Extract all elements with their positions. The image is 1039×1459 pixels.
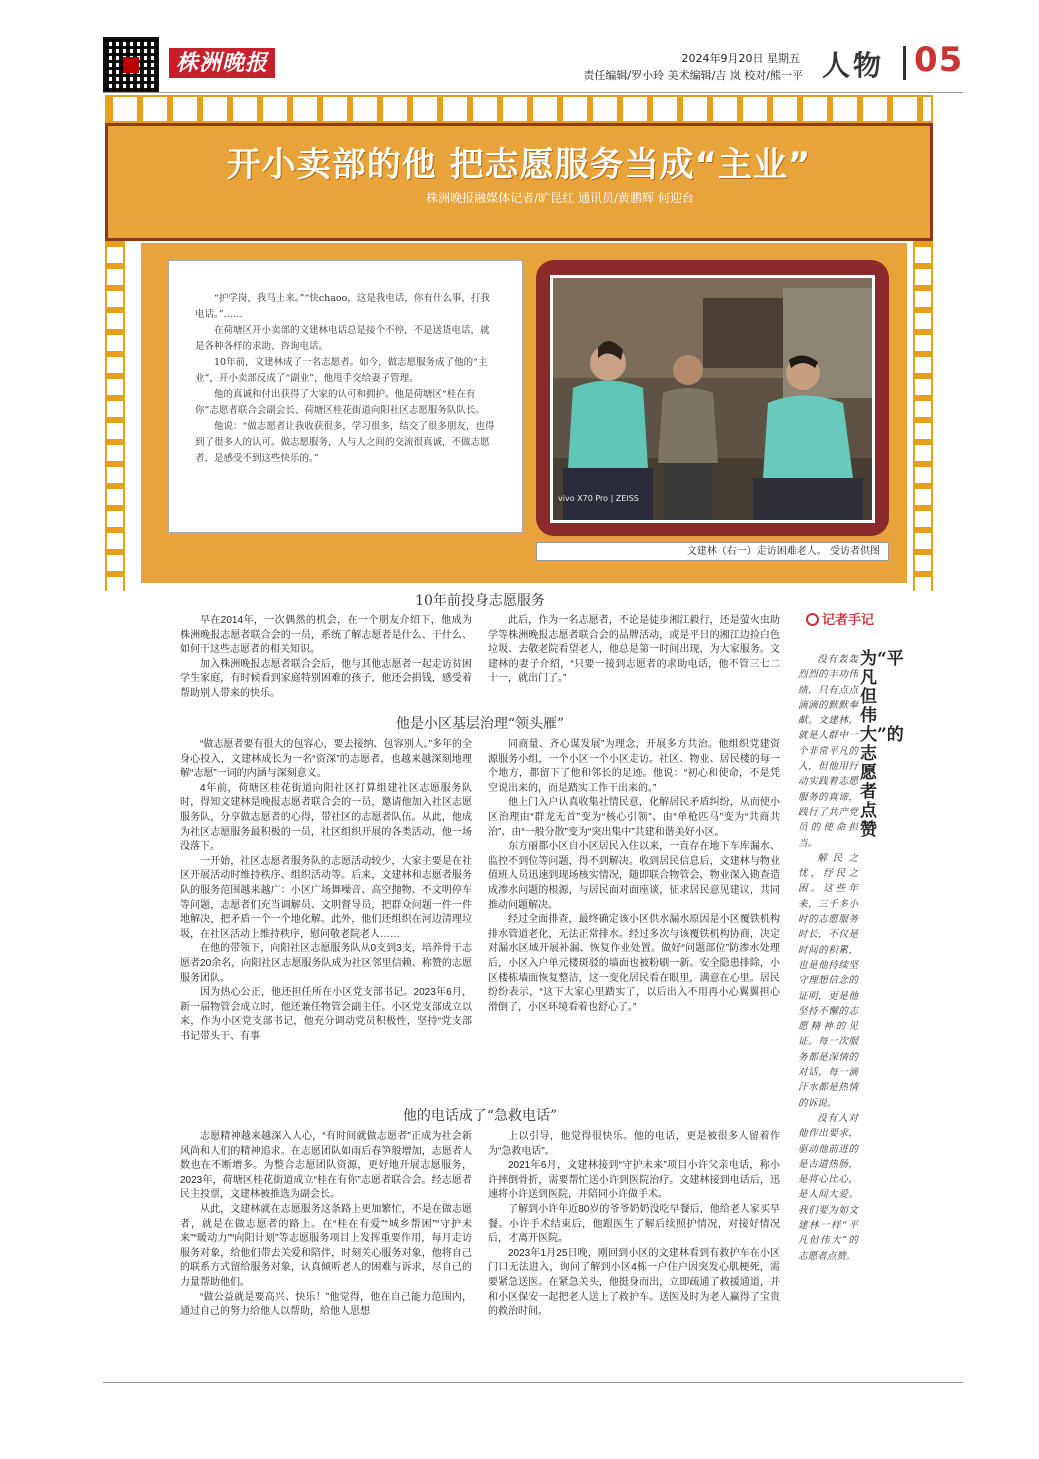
section2-col1 bbox=[180, 738, 472, 1044]
notes-label-text: 记者手记 bbox=[822, 613, 875, 628]
intro-paragraph: 他说：“做志愿者让我收获很多，学习很多，结交了很多朋友，也得到了很多人的认可。做志愿服务，人与人之间的交流很真诚，不做志愿者，是感受不到这些快乐的。” bbox=[195, 421, 495, 464]
paragraph: 同商量、齐心谋发展”为理念，开展多方共治。他组织党建资源服务小组，一个小区一个小区走访。社区、物业、居民楼的每一个地方，都留下了他和邻长的足迹。他说：“初心和使命，不是凭空说出来的，而是踏实工作干出来的。” bbox=[488, 739, 780, 794]
paragraph: 一开始，社区志愿者服务队的志愿活动较少，大家主要是在社区开展活动时维持秩序、组织活动等。后来，文建林和志愿者服务队的服务范围越来越广：小区广场舞噪音、高空抛物、不文明停车等问题，志愿者们充当调解员、文明督导员，把群众问题一件一件地解决，把矛盾一个一个地化解。此外，他们还组织在河边清理垃圾，在社区活动上维持秩序，慰问敬老院老人…… bbox=[180, 855, 472, 940]
article-byline: 株洲晚报融媒体记者/旷昆红 通讯员/黄鹏辉 何迎台 bbox=[426, 191, 694, 205]
top-ladder bbox=[105, 95, 933, 123]
paragraph: 了解到小许年近80岁的爷爷奶奶没吃早餐后，他给老人家买早餐。小许手术结束后，他跟医生了解后续照护情况，对接好情况后，才离开医院。 bbox=[488, 1203, 780, 1245]
paragraph: “做志愿者要有很大的包容心，要去接纳、包容别人。”多年的全身心投入，文建林成长为一名“资深”的志愿者，也越来越深刻地理解“志愿”一词的内涵与深刻意义。 bbox=[180, 739, 472, 780]
paragraph: 此后，作为一名志愿者，不论是徒步湘江毅行，还是萤火虫助学等株洲晚报志愿者联合会的品牌活动，或是平日的湘江边捡白色垃圾、去敬老院看望老人，他总是第一时间出现，为大家服务。文建林的妻子介绍，“只要一接到志愿者的求助电话，他不管三七二十一，就出门了。” bbox=[488, 615, 780, 685]
paragraph: 早在2014年，一次偶然的机会，在一个朋友介绍下，他成为株洲晚报志愿者联合会的一员，系统了解志愿者是什么、干什么、如何干这些志愿者的相关知识。 bbox=[180, 615, 472, 656]
publication-date: 2024年9月20日 星期五 bbox=[681, 52, 800, 65]
qr-code bbox=[103, 37, 159, 93]
bottom-rule bbox=[103, 1382, 963, 1383]
section-name: 人物 bbox=[822, 49, 885, 82]
notes-paragraph: 解民之忧，纾民之困。这些年来，三千多小时的志愿服务时长，不仅是时间的积累，也是他持续坚守理想信念的证明，更是他坚持不懈的志愿精神的见证。每一次服务都是深情的对话，每一滴汗水都是热情的诉说。 bbox=[798, 852, 858, 1109]
intro-paragraph: 他的真诚和付出获得了大家的认可和拥护。他是荷塘区“桂在有你”志愿者联合会副会长、荷塘区桂花街道向阳社区志愿服务队队长。 bbox=[195, 389, 485, 416]
paragraph: 他上门入户认真收集社情民意，化解居民矛盾纠纷，从而使小区治理由“群龙无首”变为“核心引领”、由“单枪匹马”变为“共商共治”、由“一般分散”变为“突出集中”共建和谐美好小区。 bbox=[488, 797, 780, 838]
intro-paragraph: “护学岗，我马上来。”“快chaoo，这是我电话，你有什么事，打我电话。”…… bbox=[195, 293, 490, 320]
subhead-2: 他是小区基层治理“领头雁” bbox=[395, 716, 565, 732]
notes-body bbox=[798, 652, 858, 1264]
paragraph: 从此，文建林就在志愿服务这条路上更加繁忙，不是在做志愿者，就是在做志愿者的路上。在“桂在有爱”“城乡帮困”“守护未来”“暖动力”“向阳计划”等志愿服务项目上发挥重要作用，每月走访服务对象，给他们带去关爱和陪伴，时刻关心服务对象，他将自己的联系方式留给服务对象，认真倾听老人的困难与诉求，尽自己的力量帮助他们。 bbox=[180, 1203, 472, 1288]
paragraph: 加入株洲晚报志愿者联合会后，他与其他志愿者一起走访贫困学生家庭，有时候看到家庭特别困难的孩子，他还会捐钱，感受着帮助别人带来的快乐。 bbox=[180, 658, 472, 699]
intro-box bbox=[168, 260, 523, 533]
paragraph: 东方丽都小区自小区居民入住以来，一直存在地下车库漏水、监控不到位等问题，得不到解决。收到居民信息后，文建林与物业值班人员迅速到现场核实情况，随即联合物管会、物业深入勘查造成渗水问题的根源，与居民面对面座谈，征求居民意见建议，共同推动问题解决。 bbox=[488, 841, 780, 911]
paragraph: 志愿精神越来越深入人心，“有时间就做志愿者”正成为社会新风尚和人们的精神追求。在志愿团队如雨后春笋般增加，志愿者人数也在不断增多。为整合志愿团队资源，更好地开展志愿服务，2023年，荷塘区桂花街道成立“桂在有你”志愿者联合会。经志愿者民主投票，文建林被推选为副会长。 bbox=[180, 1131, 472, 1201]
section1-col2 bbox=[488, 614, 780, 687]
section1-col1 bbox=[180, 614, 472, 702]
paragraph: 经过全面排查，最终确定该小区供水漏水原因是小区覆铁机构排水管道老化，无法正常排水。经过多次与该覆铁机构协商，决定对漏水区域开展补漏、恢复作业处置。做好“问题部位”防渗水处理后，小区入户单元楼斑驳的墙面也被粉刷一新。安全隐患排除，小区楼栋墙面恢复整洁，这一变化居民看在眼里，满意在心里。居民纷纷表示，“这下大家心里踏实了，以后出入不用再小心翼翼担心滑倒了，小区环境看着也舒心了。” bbox=[488, 914, 780, 1013]
notes-bullet-icon bbox=[806, 613, 819, 626]
section3-col1 bbox=[180, 1130, 472, 1320]
left-ladder bbox=[105, 241, 125, 591]
notes-headline: 为“平凡但伟大”的志愿者点赞 bbox=[860, 649, 904, 840]
page-number: 05 bbox=[914, 40, 964, 80]
section3-col2 bbox=[488, 1130, 780, 1320]
newspaper-logo: 株洲晚报 bbox=[169, 48, 275, 78]
right-ladder bbox=[913, 241, 933, 591]
subhead-3: 他的电话成了“急救电话” bbox=[402, 1108, 558, 1124]
intro-paragraph: 10年前，文建林成了一名志愿者。如今，做志愿服务成了他的“主业”，开小卖部反成了“副业”，他甩手交给妻子管理。 bbox=[195, 357, 488, 384]
paragraph: “做公益就是要高兴、快乐！”他觉得，他在自己能力范围内，通过自己的努力给他人以帮助，给他人思想 bbox=[180, 1291, 472, 1318]
subhead-1: 10年前投身志愿服务 bbox=[415, 593, 545, 609]
paragraph: 因为热心公正，他还担任所在小区党支部书记。2023年6月，新一届物管会成立时，他还兼任物管会副主任。小区党支部成立以来，作为小区党支部书记，他充分调动党员积极性，坚持“党支部书记带头干、有事 bbox=[180, 987, 472, 1042]
paragraph: 在他的带领下，向阳社区志愿服务队从0支到3支，培养骨干志愿者20余名，向阳社区志愿服务队成为社区邻里信赖、称赞的志愿服务团队。 bbox=[180, 943, 472, 984]
intro-paragraph: 在荷塘区开小卖部的文建林电话总是接个不停，不是送货电话，就是各种各样的求助、咨询电话。 bbox=[195, 325, 490, 352]
article-headline: 开小卖部的他 把志愿服务当成“主业” bbox=[226, 145, 812, 185]
article-photo bbox=[550, 275, 875, 523]
section-separator bbox=[903, 46, 906, 80]
paragraph: 4年前，荷塘区桂花街道向阳社区打算组建社区志愿服务队时，得知文建林是晚报志愿者联合会的一员，邀请他加入社区志愿服务队，分享做志愿者的心得，带社区的志愿者队伍。从此，他成为社区志愿服务最积极的一员，社区组织开展的各类活动，他一场没落下。 bbox=[180, 782, 472, 853]
masthead-rule bbox=[103, 92, 963, 93]
photo-illustration bbox=[553, 278, 872, 520]
notes-label bbox=[806, 609, 874, 628]
notes-paragraph: 没有轰轰烈烈的丰功伟绩，只有点点滴滴的默默奉献。文建林，就是人群中一个非常平凡的人，但他用行动实践着志愿服务的真谛，践行了共产党员的使命担当。 bbox=[798, 654, 858, 849]
editor-credits: 责任编辑/罗小玲 美术编辑/吉 岚 校对/熊一平 bbox=[583, 69, 803, 82]
notes-paragraph: 没有人对他作出要求，驱动他前进的是古道热肠，是将心比心，是人间大爱。我们要为如文建林一样“平凡但伟大”的志愿者点赞。 bbox=[798, 1112, 858, 1262]
paragraph: 上以引导，他觉得很快乐。他的电话，更是被很多人留着作为“急救电话”。 bbox=[488, 1131, 780, 1157]
paragraph: 2023年1月25日晚，刚回到小区的文建林看到有救护车在小区门口无法进入，询问了解到小区4栋一户住户因突发心肌梗死，需要紧急送医。在紧急关头，他挺身而出，立即疏通了救援通道，并和小区保安一起把老人送上了救护车。送医及时为老人赢得了宝贵的救治时间。 bbox=[488, 1247, 780, 1318]
section2-col2 bbox=[488, 738, 780, 1015]
paragraph: 2021年6月，文建林接到“守护未来”项目小许父亲电话，称小许摔倒骨折，需要帮忙送小许到医院治疗。文建林接到电话后，迅速将小许送到医院，并陪同小许做手术。 bbox=[488, 1160, 780, 1201]
photo-caption: 文建林（右一）走访困难老人。 受访者供图 bbox=[536, 542, 889, 561]
photo-watermark: vivo X70 Pro | ZEISS bbox=[558, 494, 639, 503]
